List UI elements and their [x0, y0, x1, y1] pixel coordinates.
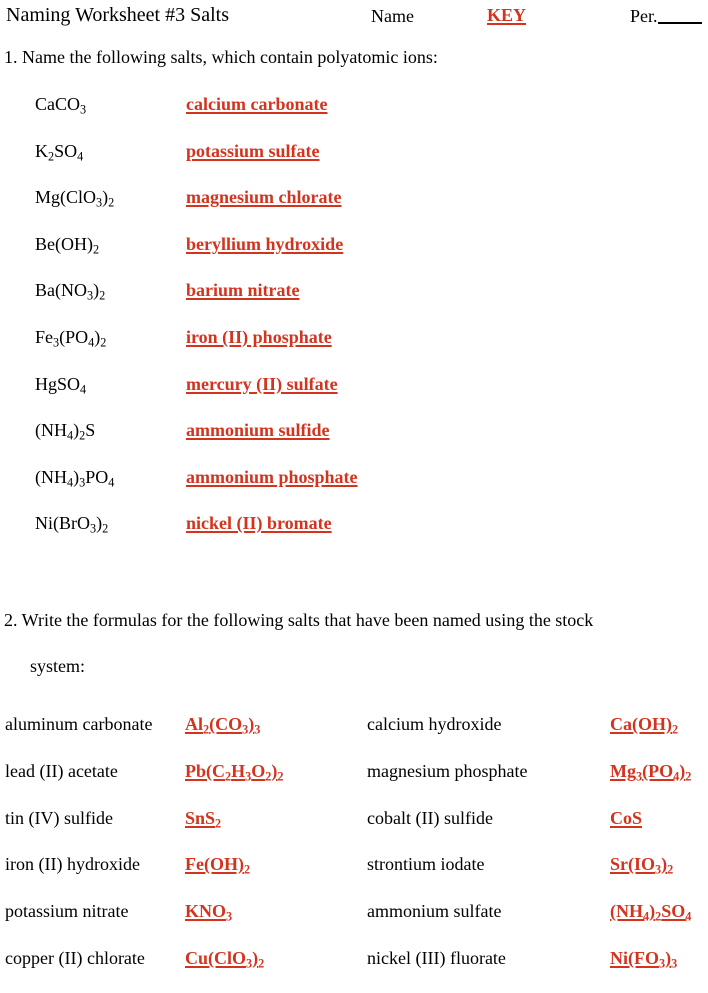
answer-formula-left: $KNO_3$ — [185, 901, 233, 924]
answer-compound-name: nickel (II) bromate — [186, 513, 332, 534]
answer-formula-right: $Mg_3(PO_4)_2$ — [610, 760, 692, 784]
answer-formula-left: $Fe(OH)_2$ — [185, 854, 251, 877]
chemical-formula: HgSO$_4$ — [35, 373, 87, 396]
question-2-grid — [0, 712, 708, 993]
question-2-row — [0, 852, 708, 899]
compound-name-right: ammonium sulfate — [367, 901, 502, 922]
question-1-row — [0, 92, 708, 139]
answer-formula-right: $Sr(IO_3)_2$ — [610, 854, 674, 877]
answer-formula-right: $(NH_4)_2SO_4$ — [610, 901, 692, 924]
question-1-row — [0, 511, 708, 558]
key-answer-marker: KEY — [487, 5, 527, 25]
question-1-row — [0, 185, 708, 232]
answer-compound-name: potassium sulfate — [186, 140, 320, 161]
question-1-row — [0, 372, 708, 419]
question-1-prompt: 1. Name the following salts, which contain polyatomic ions: — [4, 47, 438, 67]
question-1-row — [0, 232, 708, 279]
question-2-row — [0, 759, 708, 806]
answer-compound-name: iron (II) phosphate — [186, 326, 332, 347]
answer-compound-name: calcium carbonate — [186, 94, 328, 114]
compound-name-left: tin (IV) sulfide — [5, 807, 113, 828]
question-1-row — [0, 465, 708, 512]
compound-name-right: nickel (III) fluorate — [367, 947, 506, 968]
compound-name-right: strontium iodate — [367, 854, 485, 875]
answer-formula-left: $Pb(C_2H_3O_2)_2$ — [185, 760, 284, 784]
period-blank-line — [658, 22, 702, 24]
compound-name-right: cobalt (II) sulfide — [367, 807, 493, 828]
compound-name-left: copper (II) chlorate — [5, 947, 145, 968]
answer-compound-name: mercury (II) sulfate — [186, 373, 338, 394]
chemical-formula: $(NH_4)_3PO_4$ — [35, 466, 115, 490]
chemical-formula: $K_2SO_4$ — [35, 140, 84, 164]
question-1-row — [0, 278, 708, 325]
answer-compound-name: barium nitrate — [186, 280, 300, 301]
question-1-row — [0, 139, 708, 186]
page-title: Naming Worksheet #3 Salts — [6, 4, 229, 26]
question-1-row — [0, 418, 708, 465]
compound-name-right: magnesium phosphate — [367, 760, 528, 781]
chemical-formula: $Ni(BrO_3)_2$ — [35, 513, 109, 536]
question-1-row — [0, 325, 708, 372]
answer-formula-right: CoS — [610, 807, 643, 828]
answer-compound-name: ammonium sulfide — [186, 420, 330, 441]
chemical-formula: $Ba(NO_3)_2$ — [35, 280, 106, 303]
compound-name-right: calcium hydroxide — [367, 714, 502, 734]
answer-compound-name: ammonium phosphate — [186, 466, 358, 487]
chemical-formula: CaCO$_3$ — [35, 94, 87, 117]
answer-formula-right: $Ca(OH)_2$ — [610, 714, 679, 737]
chemical-formula: $Mg(ClO_3)_2$ — [35, 187, 115, 210]
compound-name-left: iron (II) hydroxide — [5, 854, 140, 875]
question-2-prompt-line-2: system: — [30, 656, 86, 676]
name-label: Name — [371, 6, 414, 26]
answer-formula-left: $Al_2(CO_3)_3$ — [185, 714, 261, 737]
period-text: Per. — [630, 6, 658, 26]
chemical-formula: $Be(OH)_2$ — [35, 233, 100, 257]
question-2-row — [0, 946, 708, 993]
question-2-prompt — [4, 608, 694, 678]
question-2-row — [0, 899, 708, 946]
answer-formula-left: SnS$_2$ — [185, 807, 222, 831]
compound-name-left: lead (II) acetate — [5, 760, 118, 781]
chemical-formula: $Fe_3(PO_4)_2$ — [35, 326, 107, 350]
question-2-row — [0, 806, 708, 853]
answer-formula-left: $Cu(ClO_3)_2$ — [185, 947, 265, 971]
question-2-prompt-line-1: 2. Write the formulas for the following salts that have been named using the stock — [4, 610, 594, 630]
compound-name-left: potassium nitrate — [5, 901, 129, 922]
period-label — [630, 4, 702, 28]
chemical-formula: $(NH_4)_2S$ — [35, 420, 96, 443]
answer-formula-right: $Ni(FO_3)_3$ — [610, 947, 678, 971]
compound-name-left: aluminum carbonate — [5, 714, 153, 734]
answer-compound-name: magnesium chlorate — [186, 187, 342, 208]
worksheet-header — [0, 2, 708, 34]
question-1-list — [0, 92, 708, 558]
answer-compound-name: beryllium hydroxide — [186, 233, 344, 254]
question-2-row — [0, 712, 708, 759]
